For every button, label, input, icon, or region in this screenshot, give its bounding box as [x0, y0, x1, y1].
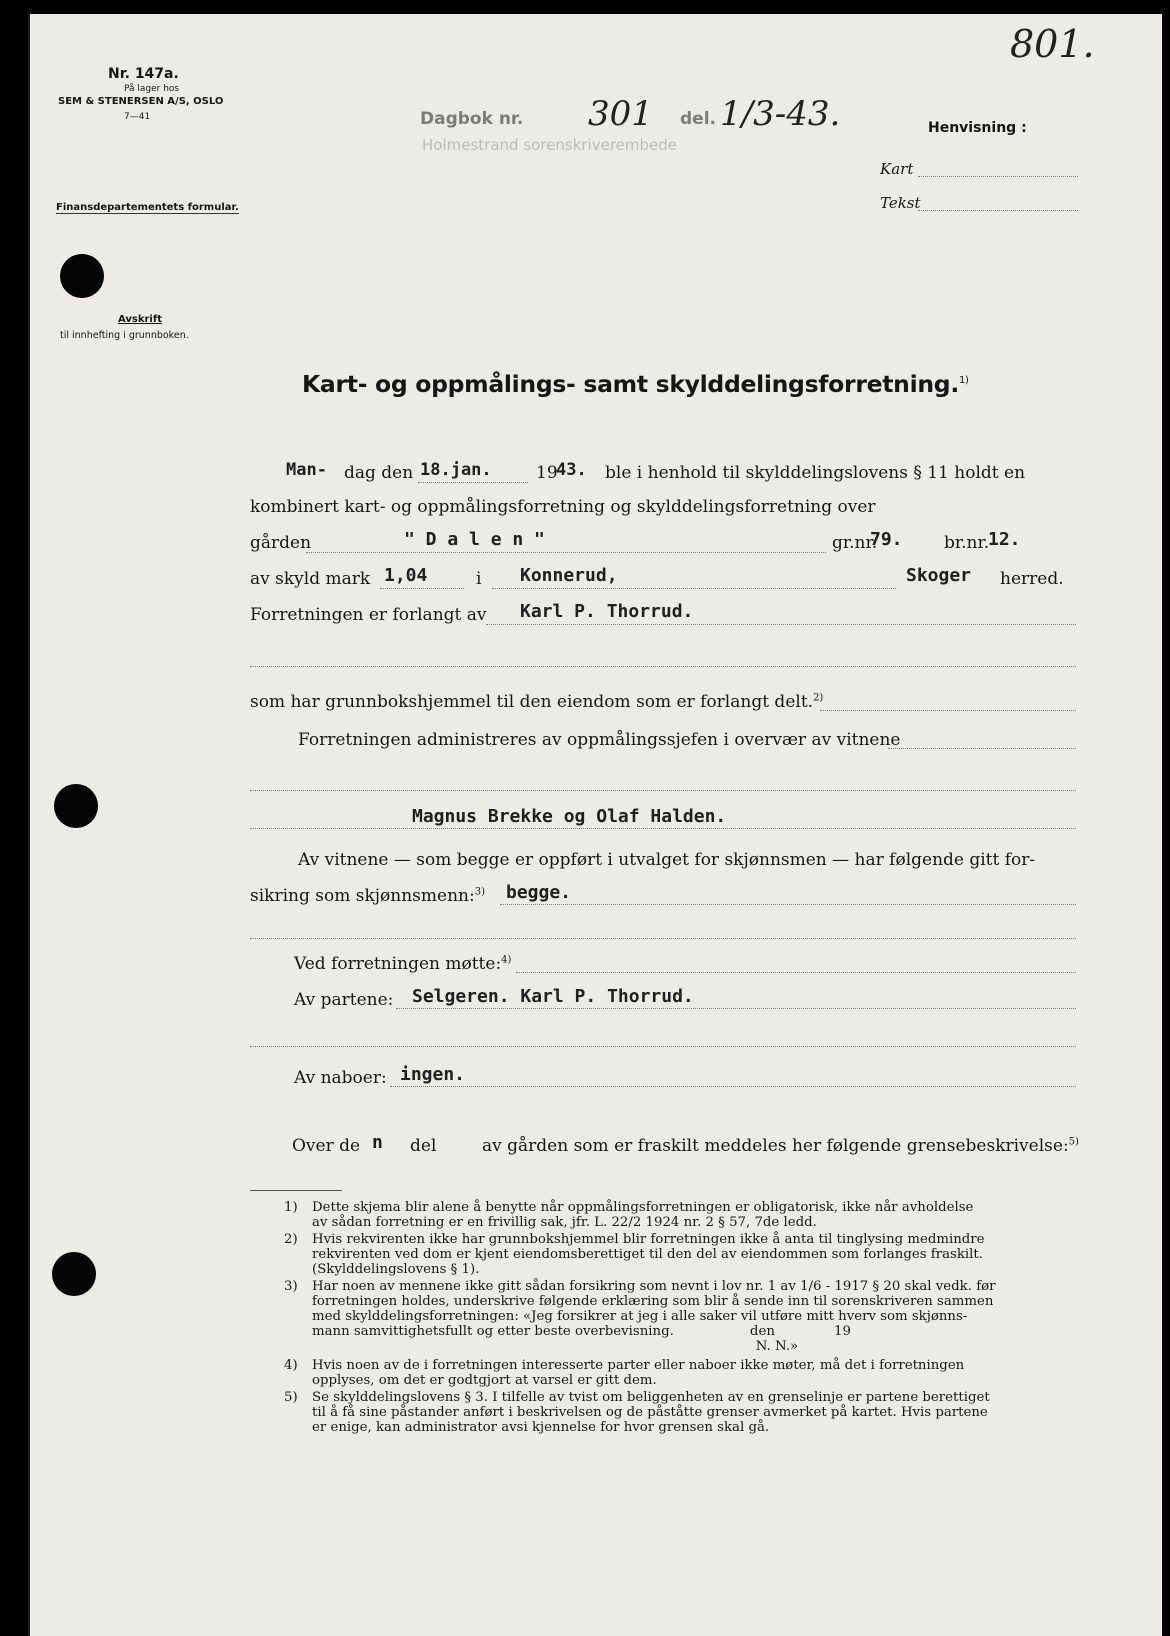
year-filled: 43. [556, 460, 587, 480]
printer-line1: På lager hos [124, 84, 180, 94]
title-footnote: 1) [958, 375, 969, 387]
blank-line-2 [250, 790, 1076, 791]
day-prefix: Man- [286, 460, 327, 480]
kart-line [918, 176, 1078, 177]
footnote-3-line1: Har noen av mennene ikke gitt sådan forsikring som nevnt i lov nr. 1 av 1/6 - 1917 § 20 skal vedk. før [312, 1279, 996, 1294]
naboer-label: Av naboer: [294, 1068, 387, 1088]
footnote-3-line2: forretningen holdes, underskrive følgende erklæring som blir å sende inn til sorenskriveren sammen [312, 1294, 994, 1309]
tekst-label: Tekst [880, 194, 921, 212]
printer-date: 7—41 [124, 112, 151, 122]
form-number: Nr. 147a. [108, 66, 179, 82]
date-line [418, 482, 528, 483]
page-number: 801. [1010, 22, 1095, 66]
partene-value: Selgeren. Karl P. Thorrud. [412, 986, 694, 1007]
grense-text: av gården som er fraskilt meddeles her følgende grensebeskrivelse: [482, 1136, 1069, 1156]
admin-dotline [888, 748, 1076, 749]
blank-line-1 [250, 666, 1076, 667]
document-page [28, 14, 1162, 1636]
skyld-label: av skyld mark [250, 569, 371, 589]
place-name: Konnerud, [520, 565, 618, 586]
grense-line [482, 1136, 1079, 1156]
copy-title: Avskrift [118, 314, 162, 325]
place-line [492, 588, 896, 589]
footnote-3-line4: mann samvittighetsfullt og etter beste overbevisning. den 19 [312, 1324, 851, 1339]
motte-label: Ved forretningen møtte: [294, 954, 502, 974]
footnote-3-line5: N. N.» [312, 1339, 799, 1354]
footnote-separator [250, 1190, 342, 1191]
henvisning-label: Henvisning : [928, 120, 1027, 136]
brnr-label: br.nr. [944, 533, 990, 553]
dag-den-label: dag den [344, 463, 414, 483]
forlangt-value: Karl P. Thorrud. [520, 601, 694, 622]
date-label: del. [680, 109, 716, 129]
grense-footnote: 5) [1068, 1136, 1079, 1148]
grunnbok-text: som har grunnbokshjemmel til den eiendom som er forlangt delt. [250, 692, 814, 712]
partene-dotline [396, 1008, 1076, 1009]
kart-label: Kart [880, 160, 914, 178]
dagbok-number: 301 [588, 94, 653, 134]
year-prefix: 19 [536, 463, 558, 483]
punch-hole-middle [54, 784, 98, 828]
naboer-value: ingen. [400, 1064, 466, 1085]
document-title [302, 370, 969, 398]
grnr-label: gr.nr. [832, 533, 878, 553]
herred-label: herred. [1000, 569, 1064, 589]
skyld-value: 1,04 [384, 565, 428, 586]
over-de-label: Over de [292, 1136, 361, 1156]
motte-footnote: 4) [501, 954, 512, 966]
footnote-4-line1: Hvis noen av de i forretningen interesserte parter eller naboer ikke møter, må det i forretningen [312, 1358, 965, 1373]
footnote-5-line1: Se skylddelingslovens § 3. I tilfelle av tvist om beliggenheten av en grenselinje er partene berettiget [312, 1390, 990, 1405]
line1-rest: ble i henhold til skylddelingslovens § 11 holdt en [605, 463, 1026, 483]
garden-label: gården [250, 533, 312, 553]
footnote-2-line1: Hvis rekvirenten ikke har grunnbokshjemmel blir forretningen ikke å anta til tinglysing medmindre [312, 1232, 985, 1247]
grunnbok-dotline [820, 710, 1076, 711]
vitne-footnote: 3) [474, 886, 485, 898]
grunnbok-line [250, 692, 823, 712]
garden-name: " D a l e n " [404, 529, 545, 550]
grnr-value: 79. [870, 529, 903, 550]
line2-text: kombinert kart- og oppmålingsforretning og skylddelingsforretning over [250, 497, 876, 517]
footnote-3-mark: 3) [284, 1279, 298, 1294]
naboer-dotline [390, 1086, 1076, 1087]
forlangt-label: Forretningen er forlangt av [250, 605, 487, 625]
footnote-2-line2: rekvirenten ved dom er kjent eiendomsberettiget til den del av eiendommen som forlanges fraskilt. [312, 1247, 983, 1262]
witnesses-value: Magnus Brekke og Olaf Halden. [412, 806, 727, 827]
title-text: Kart- og oppmålings- samt skylddelingsforretning. [302, 370, 959, 398]
skyld-line [380, 588, 464, 589]
del-label: del [410, 1136, 437, 1156]
footnote-1-line2: av sådan forretning er en frivillig sak, jfr. L. 22/2 1924 nr. 2 § 57, 7de ledd. [312, 1215, 817, 1230]
blank-line-3 [250, 938, 1076, 939]
footnote-5-line2: til å få sine påstander anført i beskrivelsen og de påståtte grenser avmerket på kartet. Hvis partene [312, 1405, 988, 1420]
admin-line: Forretningen administreres av oppmålingssjefen i overvær av vitnene [298, 730, 901, 750]
copy-subtitle: til innhefting i grunnboken. [60, 330, 189, 341]
i-label: i [476, 569, 482, 589]
tekst-line [918, 210, 1078, 211]
over-value: n [372, 1132, 383, 1153]
footnote-1-line1: Dette skjema blir alene å benytte når oppmålingsforretningen er obligatorisk, ikke når avholdelse [312, 1200, 974, 1215]
dagbok-label: Dagbok nr. [420, 109, 524, 129]
footnote-1-mark: 1) [284, 1200, 298, 1215]
vitne-line1: Av vitnene — som begge er oppført i utvalget for skjønnsmen — har følgende gitt for- [298, 850, 1036, 870]
blank-line-4 [250, 1046, 1076, 1047]
witnesses-line [250, 828, 1076, 829]
footnote-5-mark: 5) [284, 1390, 298, 1405]
punch-hole-top [60, 254, 104, 298]
dagbok-date: 1/3-43. [720, 94, 841, 134]
ministry-form: Finansdepartementets formular. [56, 202, 239, 213]
vitne-value: begge. [506, 882, 572, 903]
brnr-value: 12. [988, 529, 1021, 550]
herred-name: Skoger [906, 565, 972, 586]
grunnbok-footnote: 2) [813, 692, 824, 704]
vitne-line2 [250, 886, 485, 906]
motte-dotline [516, 972, 1076, 973]
motte-line [294, 954, 511, 974]
vitne-dotline [500, 904, 1076, 905]
footnote-4-mark: 4) [284, 1358, 298, 1373]
footnote-2-line3: (Skylddelingslovens § 1). [312, 1262, 480, 1277]
footnote-2-mark: 2) [284, 1232, 298, 1247]
forlangt-line [486, 624, 1076, 625]
office-stamp: Holmestrand sorenskriverembede [422, 136, 677, 154]
date-filled: 18.jan. [420, 460, 492, 480]
footnote-4-line2: opplyses, om det er godtgjort at varsel er gitt dem. [312, 1373, 657, 1388]
punch-hole-bottom [52, 1252, 96, 1296]
vitne-text: sikring som skjønnsmenn: [250, 886, 475, 906]
garden-line [306, 552, 826, 553]
printer-name: SEM & STENERSEN A/S, OSLO [58, 96, 224, 107]
footnote-3-line3: med skylddelingsforretningen: «Jeg forsikrer at jeg i alle saker vil utføre mitt hverv som skjønns- [312, 1309, 968, 1324]
partene-label: Av partene: [294, 990, 394, 1010]
footnote-5-line3: er enige, kan administrator avsi kjennelse for hvor grensen skal gå. [312, 1420, 770, 1435]
